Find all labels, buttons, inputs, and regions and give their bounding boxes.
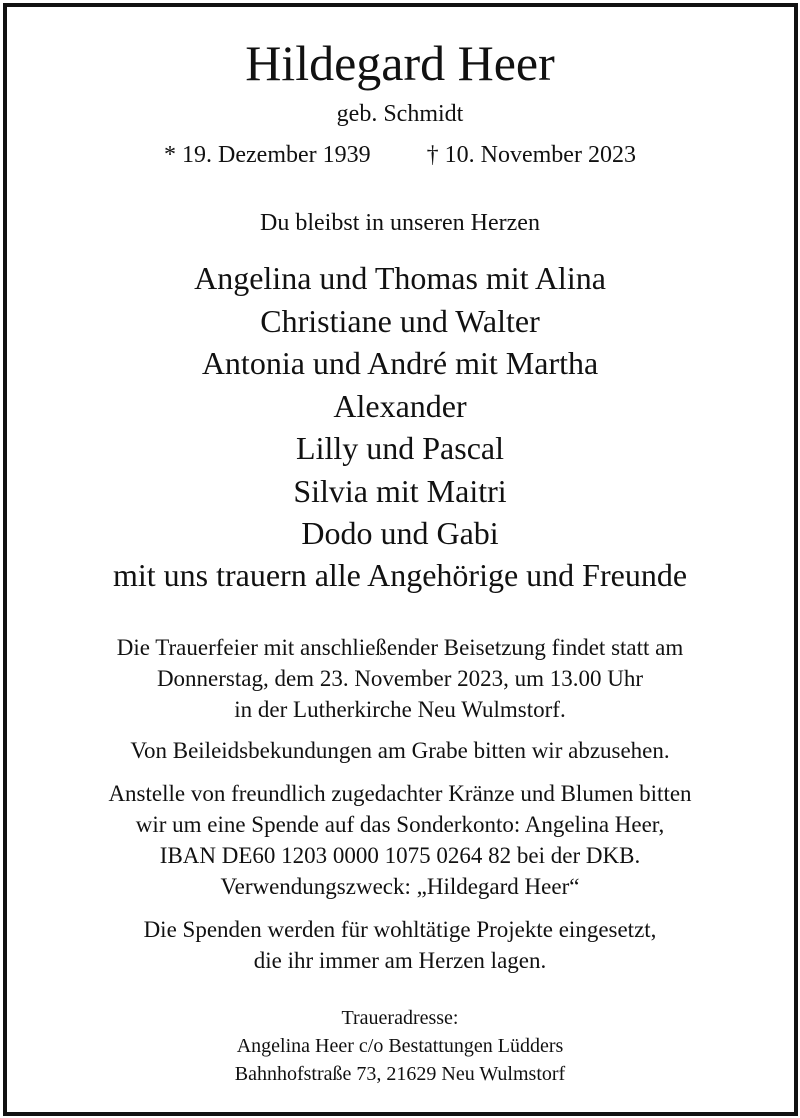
- ceremony-line: Die Trauerfeier mit anschließender Beisetzung findet statt am: [116, 635, 684, 660]
- deceased-name: Hildegard Heer: [245, 35, 555, 91]
- donation-line: Verwendungszweck: „Hildegard Heer“: [220, 874, 580, 899]
- address-line: Angelina Heer c/o Bestattungen Lüdders: [236, 1035, 564, 1057]
- mourner-line: Christiane und Walter: [260, 303, 540, 339]
- ceremony-line: Donnerstag, dem 23. November 2023, um 13.00 Uhr: [156, 666, 644, 691]
- death-date: † 10. November 2023: [426, 142, 636, 168]
- mourner-line: Lilly und Pascal: [296, 430, 504, 466]
- mourner-line: Angelina und Thomas mit Alina: [194, 260, 606, 296]
- mourner-line: Alexander: [333, 388, 467, 424]
- mourner-line: Dodo und Gabi: [301, 515, 499, 551]
- condolence-note: Von Beileidsbekundungen am Grabe bitten wir abzusehen.: [130, 738, 670, 763]
- mourner-line: mit uns trauern alle Angehörige und Freunde: [112, 557, 688, 593]
- motto: Du bleibst in unseren Herzen: [260, 210, 540, 236]
- address-heading: Traueradresse:: [341, 1007, 459, 1029]
- donation-line: Anstelle von freundlich zugedachter Kränze und Blumen bitten: [108, 781, 692, 806]
- mourner-line: Silvia mit Maitri: [293, 473, 507, 509]
- birth-name: geb. Schmidt: [336, 101, 464, 127]
- donation-use-line: Die Spenden werden für wohltätige Projekte eingesetzt,: [143, 917, 657, 942]
- donation-use-line: die ihr immer am Herzen lagen.: [253, 948, 547, 973]
- address-line: Bahnhofstraße 73, 21629 Neu Wulmstorf: [234, 1063, 566, 1085]
- ceremony-line: in der Lutherkirche Neu Wulmstorf.: [234, 697, 566, 722]
- birth-date: * 19. Dezember 1939: [164, 142, 371, 168]
- life-dates: [0, 143, 800, 167]
- donation-line: wir um eine Spende auf das Sonderkonto: Angelina Heer,: [135, 812, 665, 837]
- mourner-line: Antonia und André mit Martha: [201, 345, 599, 381]
- donation-line: IBAN DE60 1203 0000 1075 0264 82 bei der DKB.: [159, 843, 641, 868]
